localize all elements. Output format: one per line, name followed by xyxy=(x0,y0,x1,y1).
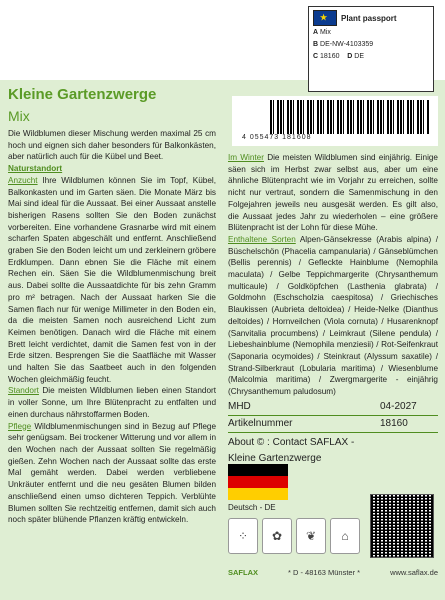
plant-icon: ✿ xyxy=(262,518,292,554)
passport-header xyxy=(313,10,429,26)
article-value: 18160 xyxy=(380,418,408,429)
passport-value-a: Mix xyxy=(320,29,331,36)
eu-flag-icon xyxy=(313,10,337,26)
product-subtitle: Mix xyxy=(8,108,30,124)
winter-label: Im Winter xyxy=(228,153,264,162)
footer xyxy=(228,568,438,577)
standort-text: Die meisten Wildblumen lieben einen Standort in voller Sonne, um Ihre Blütenpracht zu entfalten und einen durchaus nährstoffarmen Boden. xyxy=(8,386,217,419)
barcode-number: 4 055473 181608 xyxy=(242,134,312,141)
sorten-paragraph xyxy=(228,234,438,398)
standort-label: Standort xyxy=(8,386,39,396)
passport-value-b: DE-NW-4103359 xyxy=(320,41,374,48)
info-box xyxy=(228,399,438,466)
seeds-icon: ⁘ xyxy=(228,518,258,554)
winter-text: Die meisten Wildblumen sind einjährig. Einige säen sich im Herbst zwar selbst aus, aber um eine ähnliche Blütenpracht wie im Vorjahr zu erreichen, sollte nicht nur vertraut, sondern die Samenmischung in den Folgejahren jeweils neu ausgesät werden. Es gilt also, die Aussaat jedes Jahr zu wiederholen – eine größere Blütenpracht ist der Lohn für diese Mühe. xyxy=(228,153,438,233)
title-block xyxy=(8,86,218,124)
mhd-label: MHD xyxy=(228,401,251,412)
passport-key-d: D xyxy=(347,53,353,60)
origin-label: Deutsch - DE xyxy=(228,503,276,512)
anzucht-paragraph xyxy=(8,175,216,386)
standort-paragraph xyxy=(8,385,216,420)
pflege-label: Pflege xyxy=(8,421,32,431)
about-text: About © : Contact SAFLAX - xyxy=(228,437,355,448)
website: www.saflax.de xyxy=(390,568,438,577)
pflege-paragraph xyxy=(8,421,216,526)
article-row xyxy=(228,416,438,433)
passport-title: Plant passport xyxy=(341,13,397,23)
pot-icon: ⌂ xyxy=(330,518,360,554)
german-flag-icon xyxy=(228,464,288,500)
brand-name: SAFLAX xyxy=(228,568,258,577)
passport-key-c: C xyxy=(313,53,319,60)
anzucht-label: Anzucht xyxy=(8,175,38,185)
passport-value-d: DE xyxy=(354,53,365,60)
passport-row-cd xyxy=(313,51,429,62)
intro-text: Die Wildblumen dieser Mischung werden maximal 25 cm hoch und eignen sich daher besonders für Balkonkästen, aber natürlich auch für die Kübel und Beet. xyxy=(8,129,216,162)
qr-code xyxy=(370,494,434,558)
right-column xyxy=(228,152,438,398)
naturstandort-heading: Naturstandort xyxy=(8,164,63,174)
passport-row-b xyxy=(313,39,429,50)
anzucht-text: Ihre Wildblumen können Sie im Topf, Kübel, Balkonkasten und im Garten säen. Die Monate März bis Mai sind ideal für die Aussaat. Bei einer Aussaat anstelle bisherigen Rasens sollten Sie den Boden zunächst vorbereiten. Eine vorhandene Grasnarbe wird mit einem scharfen Spaten abgeschält und entfernt. Anschließend graben Sie den Boden leicht um und zerkleinern gröbere Erdklumpen. Dann ebnen Sie die Fläche mit einem Rechen ein. Säen Sie die Wildblumenmischung breit aus. Dabei sollte die Aussaatdichte für bis zehn Gramm pro m² betragen. Nach der Aussaat harken Sie die Samen flach nur für wenige Millimeter in den Boden ein, da die meisten Samen noch ausreichend Licht zum Keimen benötigen. Danach wird die Fläche mit einem Brett leicht verdichtet, damit die Samen fest von in der Erde sitzen. Besprengen Sie die Saatfläche mit Wasser und halten Sie das Saatbeet auch in den folgenden Wochen gleichmäßig feucht. xyxy=(8,175,217,384)
address: * D - 48163 Münster * xyxy=(287,568,361,577)
barcode xyxy=(232,96,438,146)
winter-paragraph xyxy=(228,152,438,234)
passport-key-a: A xyxy=(313,29,319,36)
pflege-text: Wildblumenmischungen sind in Bezug auf Pflege sehr genügsam. Bei trockener Witterung und vor allem in den Wochen nach der Aussaat sollten Sie regelmäßig gießen. Zehn Wochen nach der Aussaat sollte das erste Mal gemäht werden. Dabei werden verbliebene Unkräuter entfernt und die neu gesäten Blumen bilden anschließend einen umso dichteren Teppich. Verblühte Blumen sollten Sie rechtzeitig entfernen, damit sich auch noch später blühende Pflanzen kräftig entwickeln. xyxy=(8,421,216,525)
barcode-bars xyxy=(270,100,430,134)
plant-passport xyxy=(308,6,434,92)
passport-value-c: 18160 xyxy=(320,53,340,60)
left-column xyxy=(8,128,216,526)
sorten-text: Alpen-Gänsekresse (Arabis alpina) / Büschelschön (Phacelia campanularia) / Gänseblümchen (Bellis perennis) / Gefleckte Hainblume (Nemophila maculata) / Gelbe Teppichmargerite (Chrysanthemum multicaule) / Goldköpfchen (Lasthenia glabrata) / Goldmohn (Eschscholzia caespitosa) / Griechisches Blaukissen (Aubrieta deltoidea) / Heide-Nelke (Dianthus deltoides) / Hornveilchen (Viola cornuta) / Husarenknopf (Sanvitalia procumbens) / Leimkraut (Silene pendula) / Liebeshainblume (Nemophila menziesii) / Rot-Seifenkraut (Saponaria ocymoides) / Steinkraut (Alyssum saxatile) / Strand-Silberkraut (Lobularia maritima) / Wiesenblume (Malcolmia maritima) / Zwergmargerite - einjährig (Chrysanthemum paludosum) xyxy=(228,234,438,397)
article-label: Artikelnummer xyxy=(228,418,293,429)
passport-key-b: B xyxy=(313,41,319,48)
variety-name: Kleine Gartenzwerge xyxy=(228,453,322,464)
sorten-label: Enthaltene Sorten xyxy=(228,234,296,244)
passport-row-a xyxy=(313,27,429,38)
sprout-icon: ❦ xyxy=(296,518,326,554)
product-title: Kleine Gartenzwerge xyxy=(8,86,157,103)
mhd-value: 04-2027 xyxy=(380,401,417,412)
mhd-row xyxy=(228,399,438,416)
pictogram-row xyxy=(228,518,360,554)
